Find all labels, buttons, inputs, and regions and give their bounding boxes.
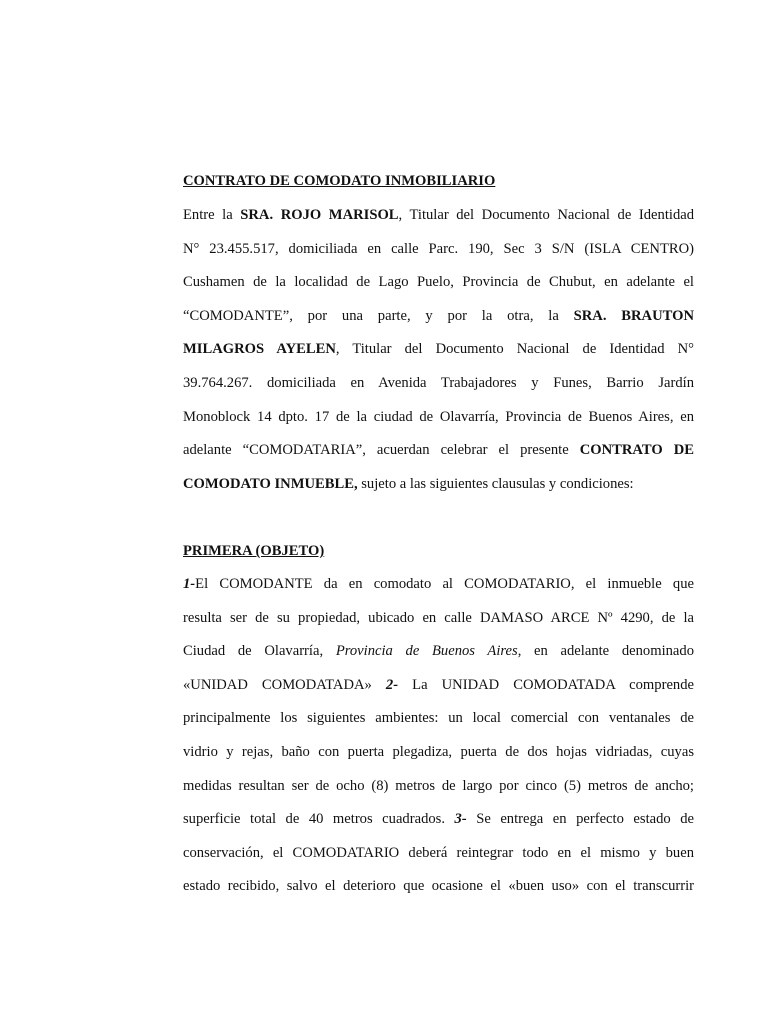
text-run: , Titular del Documento Nacional de Identidad N° [335,341,694,358]
text-run: La UNIDAD COMODATADA comprende [398,676,694,693]
paragraph-line: vidrio y rejas, baño con puerta plegadiza, puerta de dos hojas vidriadas, cuyas [183,743,694,760]
paragraph-line: resulta ser de su propiedad, ubicado en calle DAMASO ARCE Nº 4290, de la [183,609,694,626]
text-run: Se entrega en perfecto estado de [466,811,694,828]
clause-number: 1- [183,576,196,592]
contract-name: COMODATO INMUEBLE, [183,475,358,492]
intro-paragraph [183,206,694,508]
text-run: Entre la [183,207,241,223]
paragraph-line [183,307,694,341]
text-run: adelante “COMODATARIA”, acuerdan celebrar el presente [183,442,580,459]
paragraph-line [183,642,694,676]
paragraph-line [183,206,694,240]
paragraph-line: principalmente los siguientes ambientes: un local comercial con ventanales de [183,710,694,727]
text-run: sujeto a las siguientes clausulas y condiciones: [357,475,634,492]
text-run: El COMODANTE da en comodato al COMODATARIO, el inmueble que [195,576,694,592]
paragraph-line [183,340,694,374]
paragraph-line [183,676,694,710]
paragraph-line [183,475,694,509]
paragraph-line: 39.764.267. domiciliada en Avenida Trabajadores y Funes, Barrio Jardín [183,374,694,391]
text-run: superficie total de 40 metros cuadrados. [183,811,455,828]
section-paragraph [183,575,694,911]
paragraph-line: conservación, el COMODATARIO deberá reintegrar todo en el mismo y buen [183,844,694,861]
paragraph-line [183,441,694,475]
paragraph-line [183,575,694,609]
party-name: MILAGROS AYELEN [183,341,336,358]
paragraph-line: N° 23.455.517, domiciliada en calle Parc. 190, Sec 3 S/N (ISLA CENTRO) [183,240,694,257]
text-run: “COMODANTE”, por una parte, y por la otra, la [183,307,574,324]
paragraph-line: medidas resultan ser de ocho (8) metros de largo por cinco (5) metros de ancho; [183,777,694,794]
text-run: , Titular del Documento Nacional de Identidad [398,207,695,223]
text-run: «UNIDAD COMODATADA» [183,676,386,693]
clause-number: 3- [454,811,467,828]
party-name: SRA. BRAUTON [573,307,694,324]
document-title: CONTRATO DE COMODATO INMOBILIARIO [183,173,496,189]
paragraph-line: Monoblock 14 dpto. 17 de la ciudad de Olavarría, Provincia de Buenos Aires, en [183,408,694,425]
text-run: Ciudad de Olavarría, [183,643,336,660]
clause-number: 2- [385,676,399,693]
contract-name: CONTRATO DE [579,442,694,459]
party-name: SRA. ROJO MARISOL [240,207,399,223]
paragraph-line [183,810,694,844]
text-run: , en adelante denominado [517,643,694,660]
italic-text: Provincia de Buenos Aires [335,643,518,660]
paragraph-line: Cushamen de la localidad de Lago Puelo, Provincia de Chubut, en adelante el [183,274,694,291]
paragraph-line: estado recibido, salvo el deterioro que ocasione el «buen uso» con el transcurrir [183,878,694,895]
section-heading: PRIMERA (OBJETO) [183,543,325,559]
